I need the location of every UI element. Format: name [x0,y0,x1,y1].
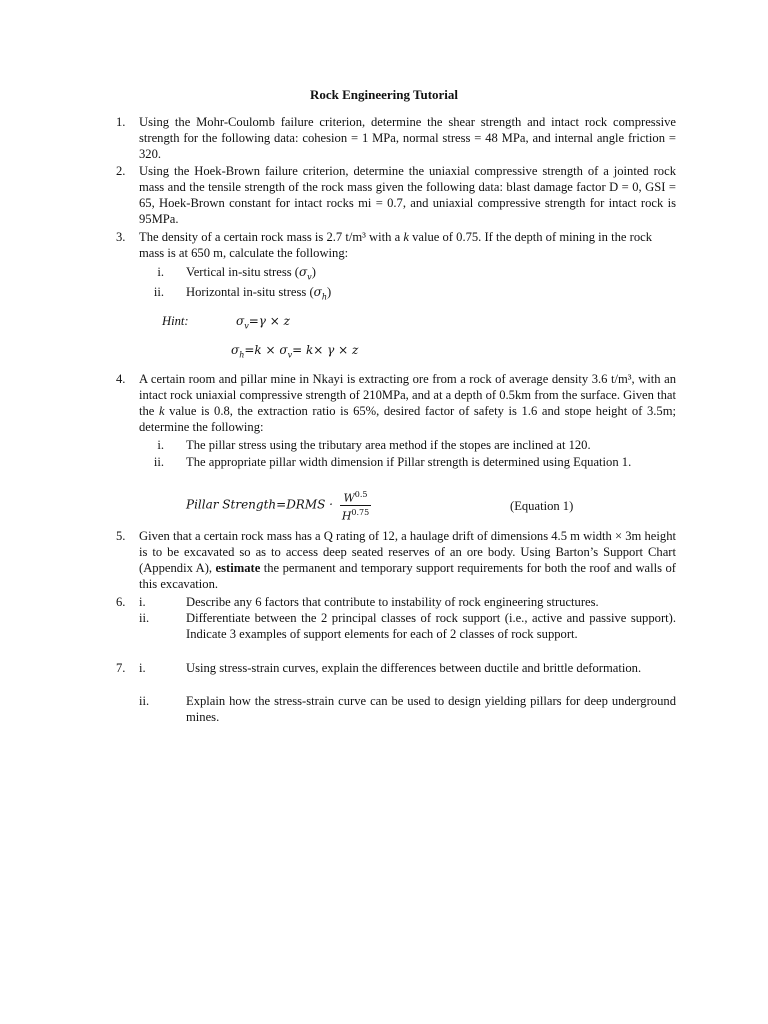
q4-ii-text: The appropriate pillar width dimension if Pillar strength is determined using Equation 1. [186,455,632,469]
hint-label: Hint: [162,314,189,328]
q7-ii-text: Explain how the stress-strain curve can be used to design yielding pillars for deep underground mines. [186,694,676,724]
equation-label: (Equation 1) [510,499,574,513]
q1-number: 1. [116,115,126,129]
q5-number: 5. [116,529,126,543]
q6-ii-text: Differentiate between the 2 principal classes of rock support (i.e., active and passive support). Indicate 3 examples of support elements for each of 2 classes of rock support. [186,611,676,641]
q7-i-text: Using stress-strain curves, explain the differences between ductile and brittle deformation. [186,661,642,675]
q7-number: 7. [116,661,126,675]
hint-equation-horizontal: $\sigma_h=k \times \sigma_v= k\times \gamma \times z$ [231,343,359,360]
q5-text: Given that a certain rock mass has a Q rating of 12, a haulage drift of dimensions 4.5 m width × 3m height is to be excavated so as to access deep seated reserves of an ore body. Using Barton’s Support Chart (Appendix A), estimate the permanent and temporary support requirements for both the roof and walls of this excavation. [139,529,676,591]
q4-ii-number: ii. [153,455,164,469]
q3-ii-number: ii. [153,285,164,299]
document-title: Rock Engineering Tutorial [309,87,459,102]
q7-i-number: i. [139,661,146,675]
q3-i-text: Vertical in-situ stress $(\sigma_v)$ [186,265,316,282]
q2-text: Using the Hoek-Brown failure criterion, determine the uniaxial compressive strength of a jointed rock mass and the tensile strength of the rock mass given the following data: blast damage factor D = 0, GSI = 65, Hoek-Brown constant for intact rocks mi = 0.7, and uniaxial compressive strength for intact rock is 95MPa. [139,164,676,226]
q6-ii-number: ii. [139,611,150,625]
q3-text: The density of a certain rock mass is 2.7 t/m³ with a k value of 0.75. If the depth of mining in the rock mass is at 650 m, calculate the following: [139,230,653,260]
q4-i-number: i. [157,438,164,452]
q3-i-number: i. [157,265,164,279]
q3-number: 3. [116,230,126,244]
equation-fraction: $\frac{W^{0.5}}{H^{0.75}}$ [341,490,370,523]
hint-equation-vertical: $\sigma_v=\gamma \times z$ [236,314,290,331]
equation-lhs: Pillar Strength=DRMS · [186,497,333,512]
q3-ii-text: Horizontal in-situ stress $(\sigma_h)$ [186,285,332,302]
pillar-strength-equation [186,488,371,522]
q7-ii-number: ii. [139,694,150,708]
q4-number: 4. [116,372,126,386]
q4-text: A certain room and pillar mine in Nkayi is extracting ore from a rock of average density 3.6 t/m³, with an intact rock uniaxial compressive strength of 210MPa, and at a depth of 0.5km from the surface. Given that the k value is 0.8, the extraction ratio is 65%, desired factor of safety is 1.6 and stope height of 3.5m; determine the following: [139,372,676,434]
q2-number: 2. [116,164,126,178]
q4-i-text: The pillar stress using the tributary area method if the stopes are inclined at 120. [186,438,591,452]
q6-i-text: Describe any 6 factors that contribute to instability of rock engineering structures. [186,595,599,609]
q6-number: 6. [116,595,126,609]
q1-text: Using the Mohr-Coulomb failure criterion, determine the shear strength and intact rock compressive strength for the following data: cohesion = 1 MPa, normal stress = 48 MPa, and internal angle friction = 320. [139,115,676,161]
q6-i-number: i. [139,595,146,609]
